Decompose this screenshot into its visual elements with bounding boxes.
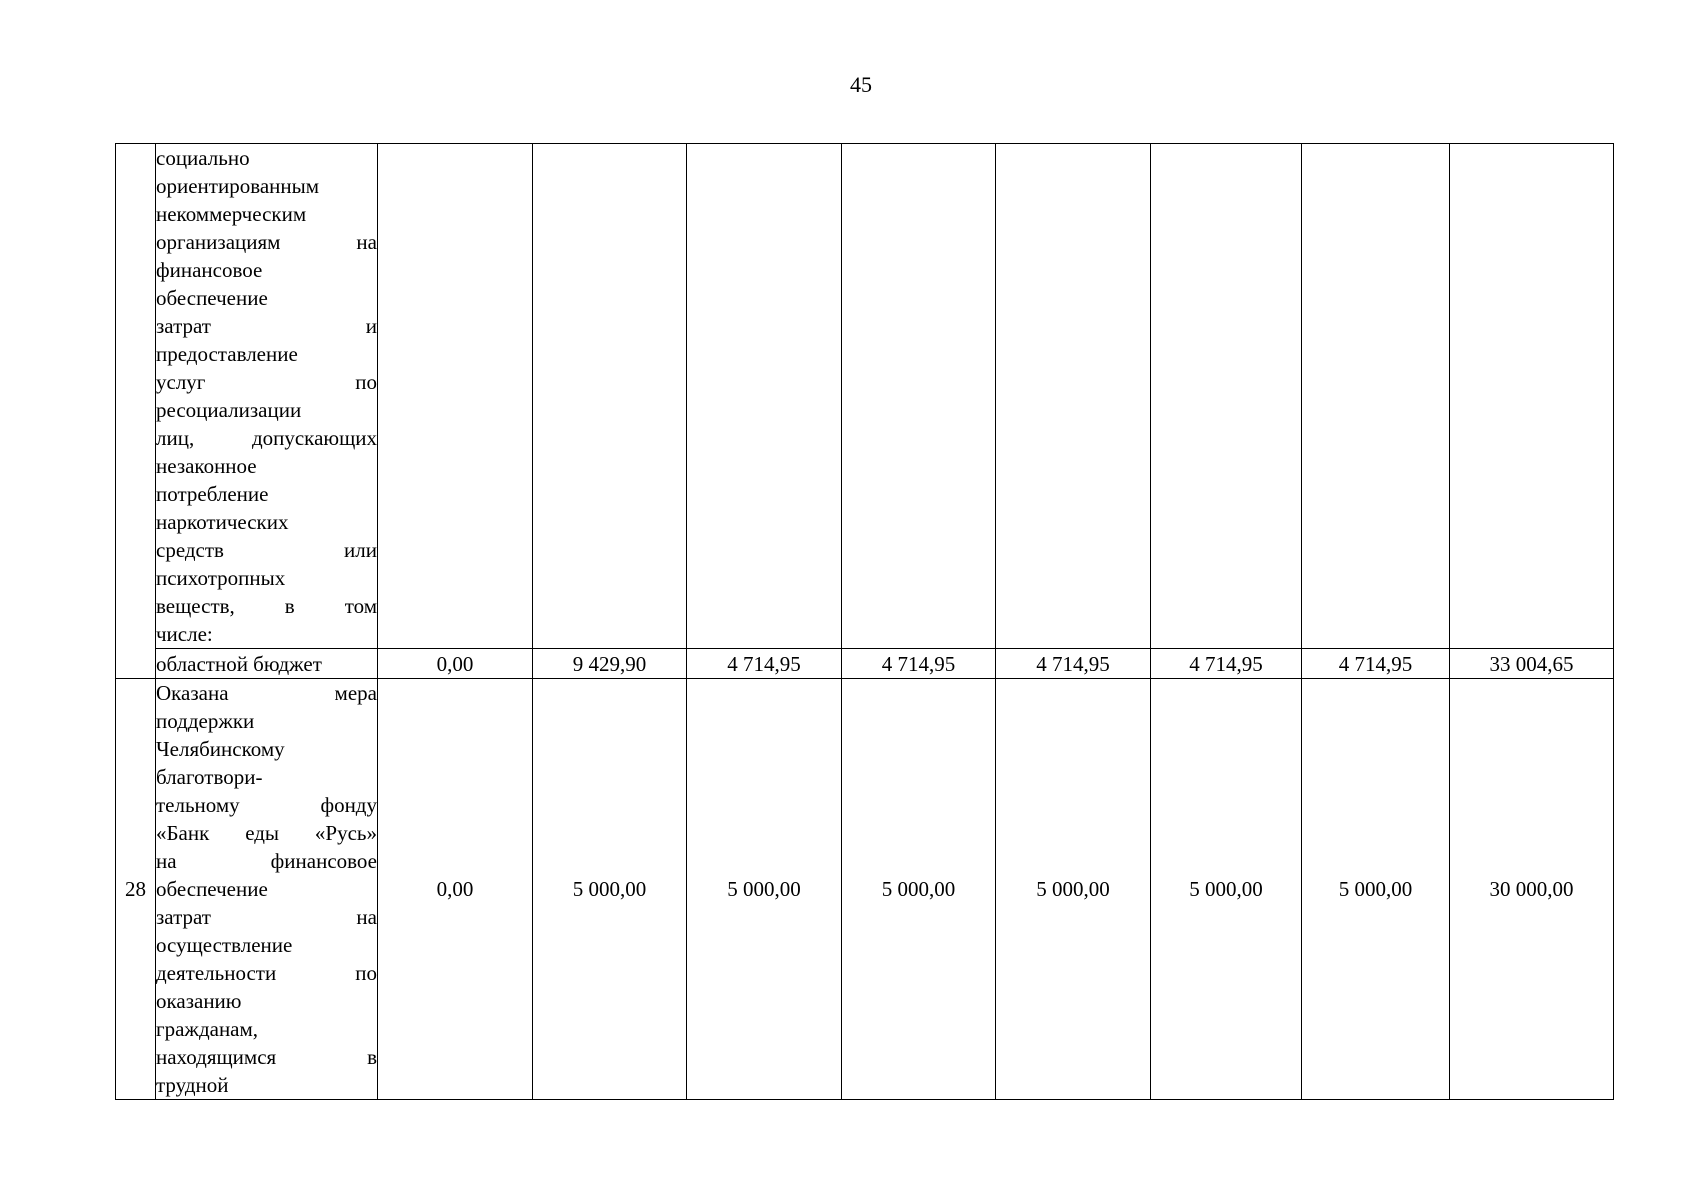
description-line: потребление [156, 482, 269, 506]
description-line: веществ, в том [156, 594, 377, 618]
budget-table [115, 143, 1614, 1100]
description-line: благотвори- [156, 765, 263, 789]
value-cell: 5 000,00 [687, 679, 842, 1100]
description-line: на финансовое [156, 849, 377, 873]
value-cell: 4 714,95 [1302, 649, 1450, 679]
value-cell: 4 714,95 [996, 649, 1151, 679]
description-line: финансовое [156, 258, 263, 282]
description-line: предоставление [156, 342, 298, 366]
value-cell: 4 714,95 [1151, 649, 1302, 679]
description-line: обеспечение [156, 877, 268, 901]
empty-cell [996, 144, 1151, 649]
description-line: трудной [156, 1073, 229, 1097]
total-value-cell: 33 004,65 [1450, 649, 1614, 679]
description-line: Оказана мера [156, 681, 377, 705]
description-line: Челябинскому [156, 737, 285, 761]
page-number: 45 [850, 72, 872, 97]
row-number-cell [116, 144, 156, 679]
description-line: поддержки [156, 709, 255, 733]
description-text [156, 679, 377, 1099]
description-line: социально [156, 146, 250, 170]
description-line: ориентированным [156, 174, 320, 198]
value-cell: 0,00 [378, 649, 533, 679]
description-line: осуществление [156, 933, 293, 957]
description-line: организациям на [156, 230, 377, 254]
description-line: деятельности по [156, 961, 377, 985]
description-line: наркотических [156, 510, 289, 534]
empty-cell [378, 144, 533, 649]
description-line: незаконное [156, 454, 257, 478]
description-line: услуг по [156, 370, 377, 394]
description-line: оказанию [156, 989, 242, 1013]
description-line: обеспечение [156, 286, 268, 310]
total-value-cell: 30 000,00 [1450, 679, 1614, 1100]
empty-cell [1302, 144, 1450, 649]
value-cell: 0,00 [378, 679, 533, 1100]
value-cell: 5 000,00 [842, 679, 996, 1100]
value-cell: 5 000,00 [996, 679, 1151, 1100]
empty-cell [533, 144, 687, 649]
funding-source-label: областной бюджет [156, 649, 378, 679]
value-cell: 5 000,00 [533, 679, 687, 1100]
description-line: числе: [156, 622, 213, 646]
description-line: ресоциализации [156, 398, 302, 422]
description-line: гражданам, [156, 1017, 259, 1041]
value-cell: 4 714,95 [842, 649, 996, 679]
description-line: затрат на [156, 905, 377, 929]
value-cell: 5 000,00 [1151, 679, 1302, 1100]
description-line: затрат и [156, 314, 377, 338]
description-line: тельному фонду [156, 793, 377, 817]
empty-cell [1450, 144, 1614, 649]
value-cell: 9 429,90 [533, 649, 687, 679]
empty-cell [687, 144, 842, 649]
row-number-cell: 28 [116, 679, 156, 1100]
description-line: находящимся в [156, 1045, 377, 1069]
description-line: «Банк еды «Русь» [156, 821, 377, 845]
description-line: лиц, допускающих [156, 426, 377, 450]
empty-cell [1151, 144, 1302, 649]
description-line: психотропных [156, 566, 286, 590]
empty-cell [842, 144, 996, 649]
value-cell: 4 714,95 [687, 649, 842, 679]
table-row-continuation [116, 144, 1614, 649]
table-row-regional-budget [116, 649, 1614, 679]
description-line: некоммерческим [156, 202, 307, 226]
description-line: средств или [156, 538, 377, 562]
value-cell: 5 000,00 [1302, 679, 1450, 1100]
table-row-28 [116, 679, 1614, 1100]
description-text [156, 144, 377, 648]
description-cell [156, 679, 378, 1100]
description-cell [156, 144, 378, 649]
